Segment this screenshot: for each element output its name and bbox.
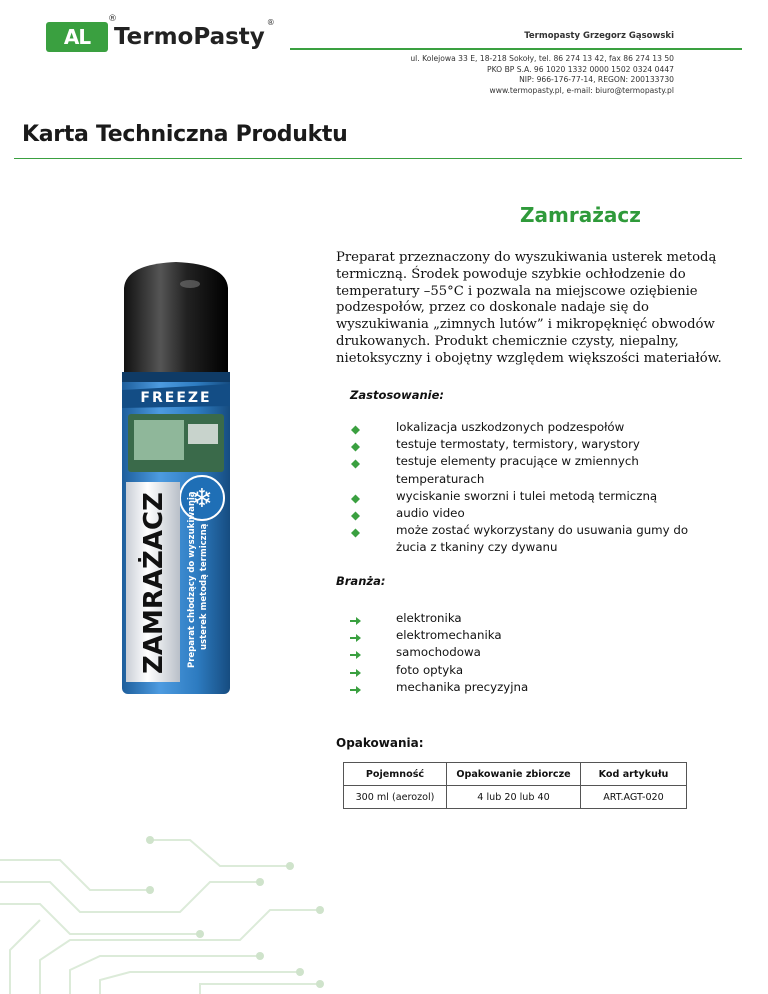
list-item <box>350 488 750 505</box>
col-header-item-code: Kod artykułu <box>581 763 687 786</box>
address-line: PKO BP S.A. 96 1020 1332 0000 1502 0324 0447 <box>487 64 674 74</box>
list-item-text: samochodowa <box>396 645 481 660</box>
logo-wordmark-text: TermoPasty <box>114 24 265 50</box>
list-item <box>350 419 750 436</box>
product-image <box>118 258 234 698</box>
green-diamond-bullet-icon <box>350 526 361 543</box>
list-item <box>350 453 750 487</box>
company-address <box>410 54 674 96</box>
list-item <box>350 610 650 627</box>
list-item-text: audio video <box>396 506 465 521</box>
cell-item-code: ART.AGT-020 <box>581 786 687 809</box>
list-item-text: elektronika <box>396 611 462 625</box>
list-item-text: lokalizacja uszkodzonych podzespołów <box>396 420 625 434</box>
section-label-opakowania: Opakowania: <box>336 736 424 750</box>
list-item <box>350 679 650 696</box>
address-line: NIP: 966-176-77-14, REGON: 200133730 <box>519 75 674 84</box>
list-item <box>350 627 650 644</box>
document-title: Karta Techniczna Produktu <box>22 122 348 147</box>
list-item-text: foto optyka <box>396 662 464 677</box>
list-item <box>350 662 650 679</box>
registered-mark: ® <box>108 14 116 24</box>
can-subtitle-2: usterek metodą termiczną <box>199 523 209 650</box>
list-item-text: żucia z tkaniny czy dywanu <box>396 540 558 555</box>
snowflake-icon: ❄ <box>191 484 213 514</box>
can-subtitle-1: Preparat chłodzący do wyszukiwania <box>187 491 197 668</box>
list-item-text: testuje elementy pracujące w zmiennych <box>396 454 639 469</box>
company-logo <box>46 14 275 54</box>
cell-bulk-pack: 4 lub 20 lub 40 <box>447 786 581 809</box>
list-item-text: mechanika precyzyjna <box>396 679 529 694</box>
section-label-branza: Branża: <box>336 574 386 588</box>
title-divider <box>14 158 742 159</box>
industry-list <box>350 610 650 696</box>
application-list <box>350 419 750 557</box>
product-description: Preparat przeznaczony do wyszukiwania usterek metodą termiczną. Środek powoduje szybkie ochłodzenie do temperatury –55°C i pozwala na miejscowe oziębienie podzespołów, przez co doskonale nadaje się do wyszukiwania „zimnych lutów” i mikropęknięć obwodów drukowanych. Produkt chemicznie czysty, niepalny, nietoksyczny i obojętny względem większości materiałów. <box>336 250 722 366</box>
packaging-table <box>343 762 687 809</box>
header-divider <box>290 48 742 50</box>
list-item-text: elektromechanika <box>396 628 502 643</box>
logo-badge <box>46 14 116 52</box>
list-item <box>350 644 650 661</box>
list-item <box>350 436 750 453</box>
cell-capacity: 300 ml (aerozol) <box>344 786 447 809</box>
list-item-text: testuje termostaty, termistory, warystory <box>396 437 640 452</box>
table-header-row <box>344 763 687 786</box>
product-name: Zamrażacz <box>520 203 641 227</box>
col-header-capacity: Pojemność <box>344 763 447 786</box>
can-brand-text: ZAMRAŻACZ <box>139 492 169 674</box>
list-item-text: wyciskanie sworzni i tulei metodą termiczną <box>396 488 658 503</box>
registered-mark-2: ® <box>266 18 275 27</box>
green-diamond-bullet-icon <box>350 457 361 474</box>
list-item-text: może zostać wykorzystany do usuwania gumy do <box>396 523 689 538</box>
list-item <box>350 505 750 522</box>
address-line: ul. Kolejowa 33 E, 18-218 Sokoły, tel. 86 274 13 42, fax 86 274 13 50 <box>410 54 674 63</box>
logo-wordmark <box>114 18 275 50</box>
list-item <box>350 522 750 556</box>
address-line: www.termopasty.pl, e-mail: biuro@termopasty.pl <box>489 85 674 95</box>
logo-badge-text: AL <box>63 25 91 49</box>
list-item-text: temperaturach <box>396 471 485 486</box>
can-top-text: FREEZE <box>140 390 212 406</box>
company-name: Termopasty Grzegorz Gąsowski <box>524 31 674 41</box>
circuit-trace-decoration <box>0 820 330 994</box>
green-arrow-bullet-icon <box>350 683 361 700</box>
table-row <box>344 786 687 809</box>
section-label-zastosowanie: Zastosowanie: <box>350 388 444 402</box>
col-header-bulk-pack: Opakowanie zbiorcze <box>447 763 581 786</box>
